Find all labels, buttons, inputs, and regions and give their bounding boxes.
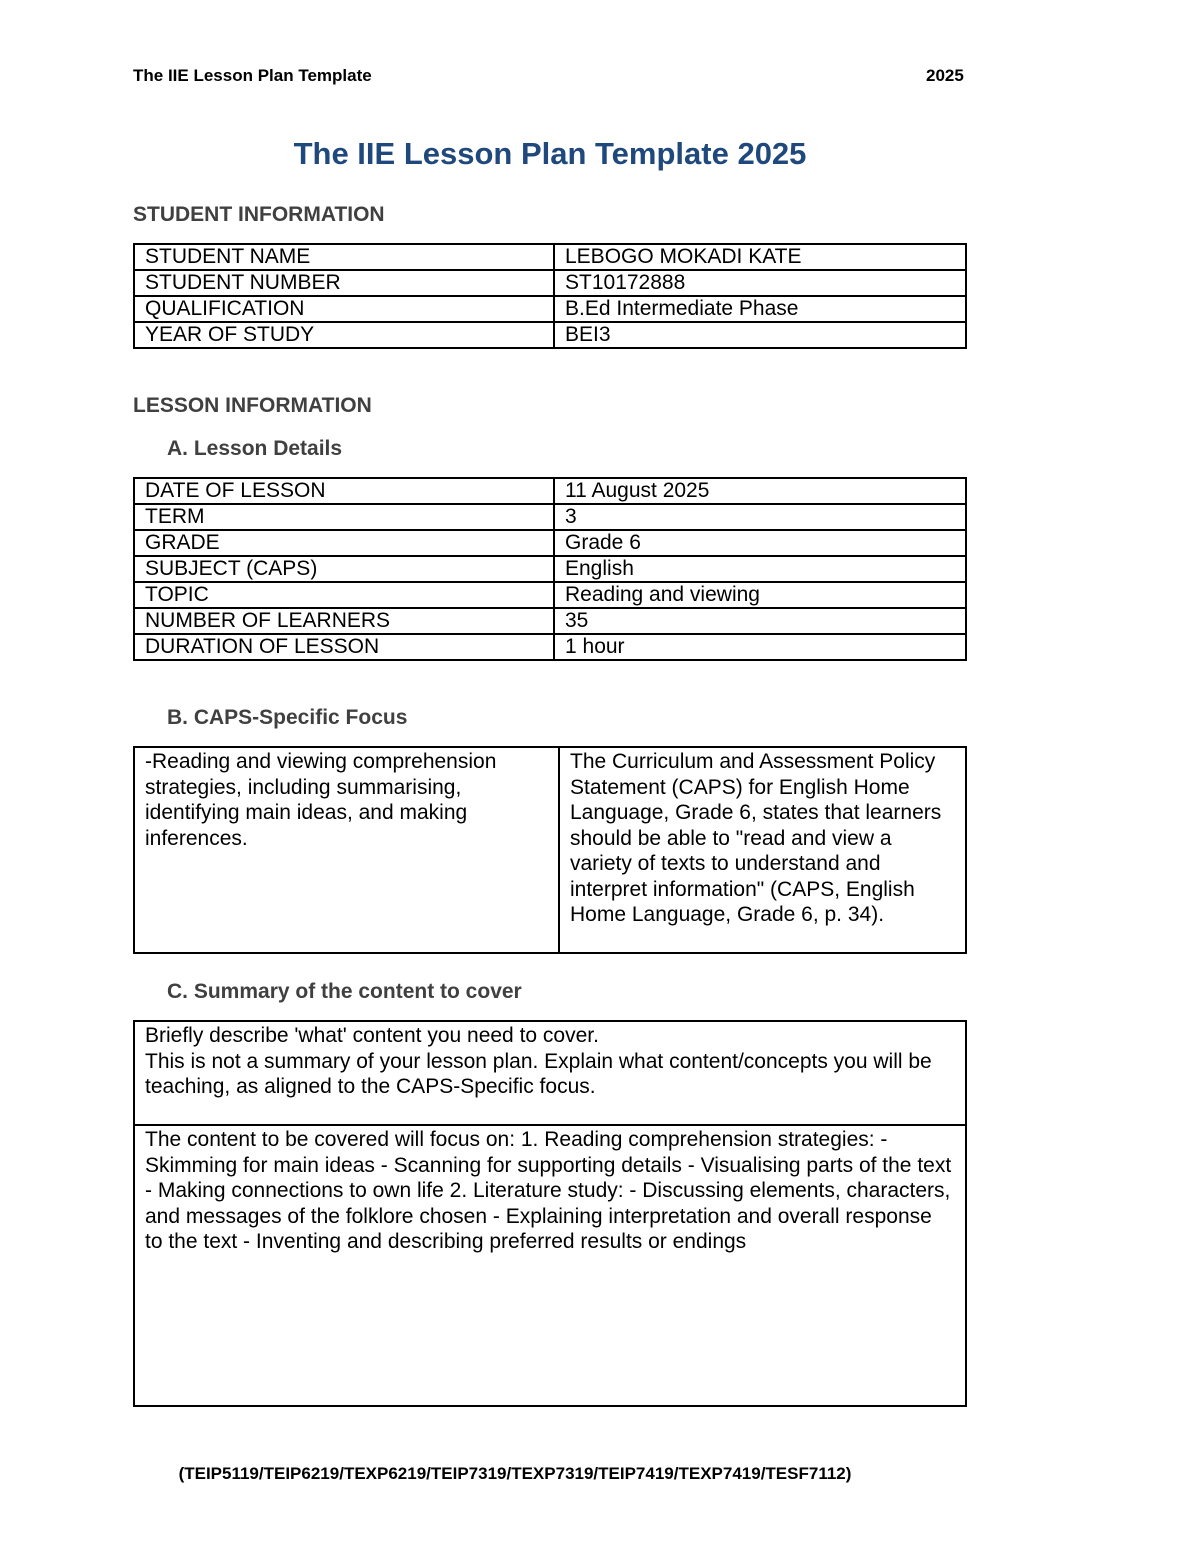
date-of-lesson-value: 11 August 2025: [554, 478, 966, 504]
table-row: [134, 296, 966, 322]
duration-value: 1 hour: [554, 634, 966, 660]
grade-value: Grade 6: [554, 530, 966, 556]
caps-focus-heading: B. CAPS-Specific Focus: [167, 706, 408, 729]
grade-label: GRADE: [134, 530, 554, 556]
table-row: [134, 478, 966, 504]
table-row: [134, 270, 966, 296]
summary-instructions-line-1: Briefly describe 'what' content you need to cover.: [145, 1024, 599, 1047]
table-row: [134, 582, 966, 608]
student-name-label: STUDENT NAME: [134, 244, 554, 270]
subject-label: SUBJECT (CAPS): [134, 556, 554, 582]
content-summary-table: [133, 1020, 967, 1407]
table-row: [134, 1125, 966, 1406]
date-of-lesson-label: DATE OF LESSON: [134, 478, 554, 504]
table-row: [134, 608, 966, 634]
module-codes-footer: (TEIP5119/TEIP6219/TEXP6219/TEIP7319/TEXP7319/TEIP7419/TEXP7419/TESF7112): [178, 1464, 852, 1483]
table-row: [134, 504, 966, 530]
table-row: [134, 747, 966, 953]
subject-value: English: [554, 556, 966, 582]
table-row: [134, 634, 966, 660]
caps-focus-topic: -Reading and viewing comprehension strategies, including summarising, identifying main ideas, and making inferences.: [134, 747, 559, 953]
lesson-details-heading: A. Lesson Details: [167, 437, 343, 460]
caps-focus-table: [133, 746, 967, 954]
lesson-details-table: [133, 477, 967, 661]
running-header-title: The IIE Lesson Plan Template: [133, 66, 372, 85]
student-name-value: LEBOGO MOKADI KATE: [554, 244, 966, 270]
table-row: [134, 530, 966, 556]
number-of-learners-value: 35: [554, 608, 966, 634]
number-of-learners-label: NUMBER OF LEARNERS: [134, 608, 554, 634]
table-row: [134, 244, 966, 270]
table-row: [134, 1021, 966, 1125]
duration-label: DURATION OF LESSON: [134, 634, 554, 660]
year-of-study-value: BEI3: [554, 322, 966, 348]
topic-value: Reading and viewing: [554, 582, 966, 608]
lesson-information-heading: LESSON INFORMATION: [133, 394, 372, 417]
student-number-value: ST10172888: [554, 270, 966, 296]
summary-instructions: [134, 1021, 966, 1125]
running-header-year: 2025: [926, 66, 964, 85]
qualification-value: B.Ed Intermediate Phase: [554, 296, 966, 322]
student-information-table: [133, 243, 967, 349]
topic-label: TOPIC: [134, 582, 554, 608]
student-number-label: STUDENT NUMBER: [134, 270, 554, 296]
qualification-label: QUALIFICATION: [134, 296, 554, 322]
summary-instructions-line-2: This is not a summary of your lesson plan. Explain what content/concepts you will be teaching, as aligned to the CAPS-Specific focus.: [145, 1049, 932, 1098]
document-title: The IIE Lesson Plan Template 2025: [293, 136, 807, 171]
caps-focus-policy: The Curriculum and Assessment Policy Statement (CAPS) for English Home Language, Grade 6, states that learners should be able to "read and view a variety of texts to understand and interpret information" (CAPS, English Home Language, Grade 6, p. 34).: [559, 747, 966, 953]
table-row: [134, 322, 966, 348]
content-summary-heading: C. Summary of the content to cover: [167, 980, 522, 1003]
term-value: 3: [554, 504, 966, 530]
summary-content: The content to be covered will focus on: 1. Reading comprehension strategies: - Skimming for main ideas - Scanning for supporting details - Visualising parts of the text - Making connections to own life 2. Literature study: - Discussing elements, characters, and messages of the folklore chosen - Explaining interpretation and overall response to the text - Inventing and describing preferred results or endings: [134, 1125, 966, 1406]
student-information-heading: STUDENT INFORMATION: [133, 203, 385, 226]
term-label: TERM: [134, 504, 554, 530]
table-row: [134, 556, 966, 582]
year-of-study-label: YEAR OF STUDY: [134, 322, 554, 348]
